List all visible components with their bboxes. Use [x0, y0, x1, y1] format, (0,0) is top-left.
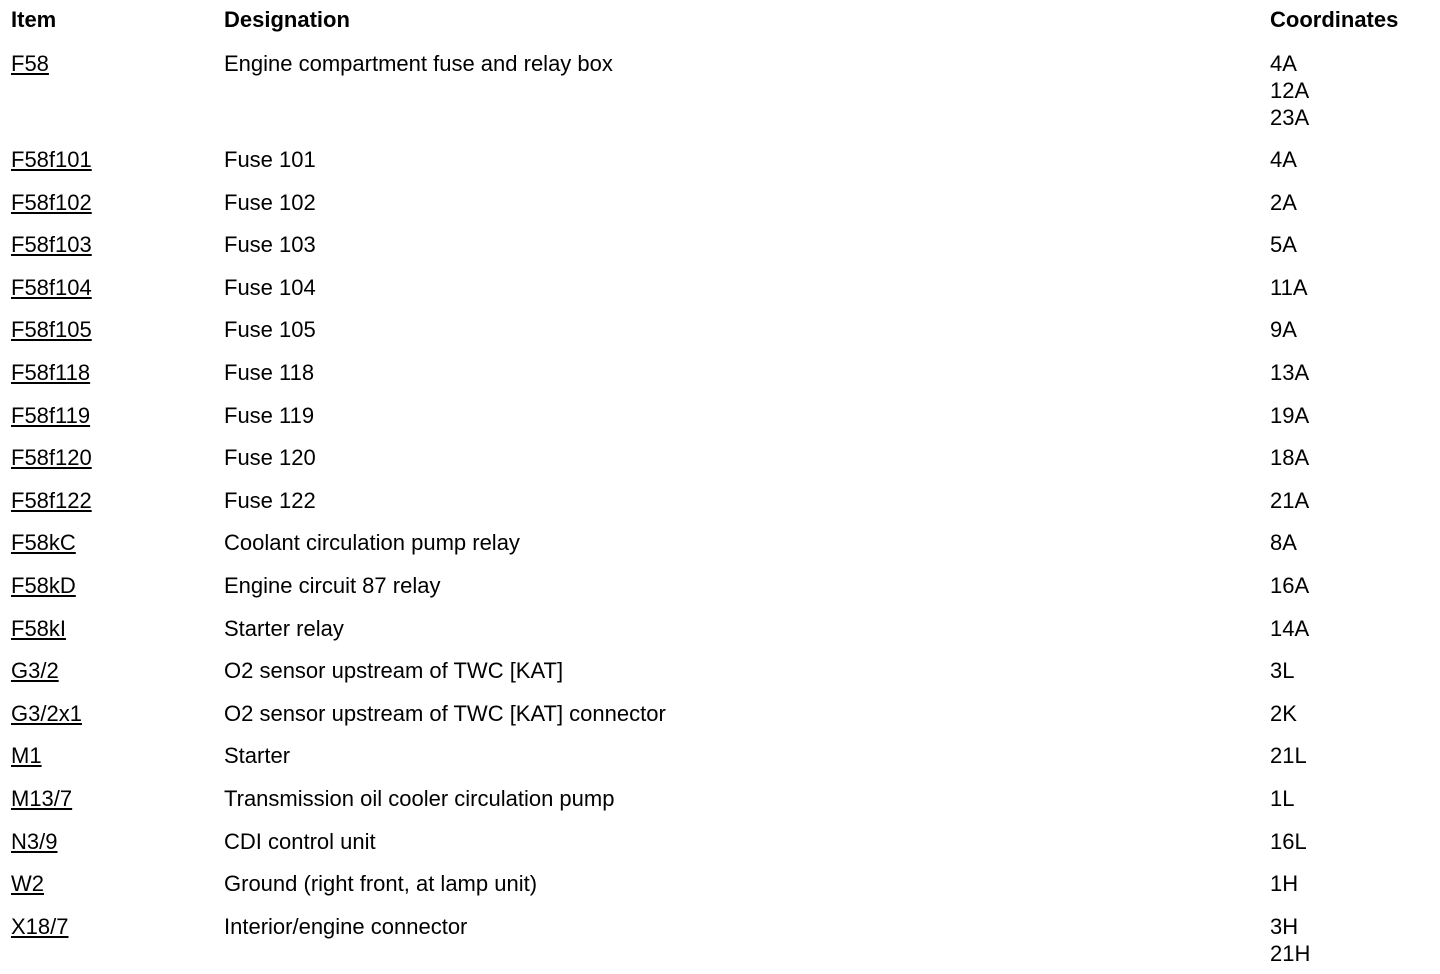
table-row: [0, 828, 1440, 871]
table-row: [0, 444, 1440, 487]
table-row: [0, 742, 1440, 785]
item-cell: [0, 274, 224, 301]
item-link[interactable]: F58f104: [11, 274, 92, 300]
coordinate-value: 18A: [1270, 445, 1310, 471]
coordinate-value: 19A: [1270, 402, 1310, 428]
item-cell: [0, 657, 224, 684]
coordinates-cell: [1270, 657, 1440, 684]
item-cell: [0, 487, 224, 514]
table-row: [0, 316, 1440, 359]
table-row: [0, 359, 1440, 402]
item-link[interactable]: N3/9: [11, 828, 58, 854]
item-cell: [0, 402, 224, 429]
coordinates-cell: [1270, 402, 1440, 429]
table-row: [0, 274, 1440, 317]
item-link[interactable]: M1: [11, 743, 42, 769]
table-row: [0, 50, 1440, 146]
designation-cell: Engine circuit 87 relay: [224, 572, 441, 598]
coordinates-cell: [1270, 529, 1440, 556]
table-body: [0, 50, 1440, 974]
coordinate-value: 1L: [1270, 785, 1295, 811]
designation-cell: Starter: [224, 743, 291, 769]
item-link[interactable]: X18/7: [11, 913, 69, 939]
designation-cell: Engine compartment fuse and relay box: [224, 51, 613, 76]
coordinates-cell: [1270, 444, 1440, 471]
table-row: [0, 529, 1440, 572]
coordinate-value: 16L: [1270, 828, 1307, 854]
coordinate-value: 21A: [1270, 487, 1310, 513]
designation-cell: CDI control unit: [224, 828, 376, 854]
item-link[interactable]: G3/2x1: [11, 700, 82, 726]
coordinate-value: 4A: [1270, 147, 1297, 172]
designation-cell: Fuse 118: [224, 359, 315, 385]
designation-cell: Coolant circulation pump relay: [224, 530, 520, 556]
coordinates-cell: [1270, 785, 1440, 812]
header-designation: Designation: [224, 7, 350, 32]
table-header: [0, 0, 1440, 50]
coordinate-value: 4A: [1270, 51, 1297, 76]
item-cell: [0, 50, 224, 77]
coordinates-cell: [1270, 274, 1440, 301]
item-link[interactable]: F58f102: [11, 189, 92, 215]
coordinate-value: 1H: [1270, 871, 1299, 897]
coordinates-cell: [1270, 316, 1440, 343]
designation-cell: Fuse 120: [224, 445, 316, 471]
item-link[interactable]: F58f118: [11, 359, 91, 385]
coordinate-value: 23A: [1270, 105, 1310, 130]
coordinate-value: 2A: [1270, 189, 1297, 215]
coordinate-value: 13A: [1270, 359, 1310, 385]
coordinates-cell: [1270, 189, 1440, 216]
coordinate-value: 5A: [1270, 232, 1297, 258]
coordinates-cell: [1270, 700, 1440, 727]
item-link[interactable]: F58f119: [11, 402, 91, 428]
table-row: [0, 189, 1440, 232]
item-link[interactable]: F58kD: [11, 572, 76, 598]
item-cell: [0, 146, 224, 173]
table-row: [0, 700, 1440, 743]
item-link[interactable]: F58: [11, 51, 49, 76]
coordinate-value: 2K: [1270, 700, 1297, 726]
item-link[interactable]: F58kC: [11, 530, 76, 556]
item-cell: [0, 189, 224, 216]
coordinate-value: 16A: [1270, 572, 1310, 598]
table-row: [0, 913, 1440, 974]
item-link[interactable]: W2: [11, 871, 44, 897]
item-cell: [0, 316, 224, 343]
coordinate-value: 21L: [1270, 743, 1307, 769]
coordinates-cell: [1270, 913, 1440, 967]
item-cell: [0, 742, 224, 769]
item-cell: [0, 828, 224, 855]
item-cell: [0, 529, 224, 556]
table-row: [0, 231, 1440, 274]
coordinate-value: 14A: [1270, 615, 1310, 641]
coordinates-cell: [1270, 487, 1440, 514]
table-row: [0, 657, 1440, 700]
coordinate-value: 3H: [1270, 913, 1299, 939]
table-row: [0, 615, 1440, 658]
item-cell: [0, 700, 224, 727]
coordinates-cell: [1270, 742, 1440, 769]
table-row: [0, 146, 1440, 189]
designation-cell: Fuse 102: [224, 189, 316, 215]
item-cell: [0, 785, 224, 812]
coordinate-value: 9A: [1270, 317, 1297, 343]
item-cell: [0, 231, 224, 258]
designation-cell: Fuse 105: [224, 317, 316, 343]
item-link[interactable]: F58f120: [11, 445, 92, 471]
coordinate-value: 3L: [1270, 658, 1295, 684]
table-row: [0, 487, 1440, 530]
header-item: Item: [11, 7, 57, 32]
coordinates-cell: [1270, 50, 1440, 131]
item-link[interactable]: F58kI: [11, 615, 67, 641]
table-row: [0, 572, 1440, 615]
designation-cell: Fuse 101: [224, 147, 316, 172]
coordinates-cell: [1270, 359, 1440, 386]
item-link[interactable]: F58f105: [11, 317, 92, 343]
coordinate-value: 11A: [1270, 274, 1308, 300]
item-link[interactable]: G3/2: [11, 658, 59, 684]
coordinates-cell: [1270, 231, 1440, 258]
coordinates-cell: [1270, 828, 1440, 855]
item-cell: [0, 359, 224, 386]
coordinate-value: 8A: [1270, 530, 1297, 556]
item-cell: [0, 913, 224, 940]
designation-cell: O2 sensor upstream of TWC [KAT] connector: [224, 700, 666, 726]
item-cell: [0, 870, 224, 897]
coordinates-cell: [1270, 615, 1440, 642]
coordinate-value: 12A: [1270, 78, 1310, 103]
designation-cell: Transmission oil cooler circulation pump: [224, 785, 615, 811]
designation-cell: Starter relay: [224, 615, 344, 641]
item-link[interactable]: F58f101: [11, 147, 92, 172]
designation-cell: Fuse 122: [224, 487, 316, 513]
designation-cell: Fuse 104: [224, 274, 316, 300]
item-cell: [0, 615, 224, 642]
table-row: [0, 785, 1440, 828]
table-row: [0, 402, 1440, 445]
designation-cell: Fuse 103: [224, 232, 316, 258]
coordinates-cell: [1270, 870, 1440, 897]
coordinates-cell: [1270, 572, 1440, 599]
coordinates-cell: [1270, 146, 1440, 173]
item-link[interactable]: F58f122: [11, 487, 92, 513]
item-cell: [0, 572, 224, 599]
coordinate-value: 21H: [1270, 940, 1311, 966]
designation-cell: Fuse 119: [224, 402, 315, 428]
table-row: [0, 870, 1440, 913]
header-coordinates: Coordinates: [1270, 7, 1399, 32]
designation-cell: Interior/engine connector: [224, 913, 468, 939]
item-link[interactable]: M13/7: [11, 785, 73, 811]
designation-cell: Ground (right front, at lamp unit): [224, 871, 538, 897]
item-cell: [0, 444, 224, 471]
item-link[interactable]: F58f103: [11, 232, 92, 258]
designation-cell: O2 sensor upstream of TWC [KAT]: [224, 658, 564, 684]
